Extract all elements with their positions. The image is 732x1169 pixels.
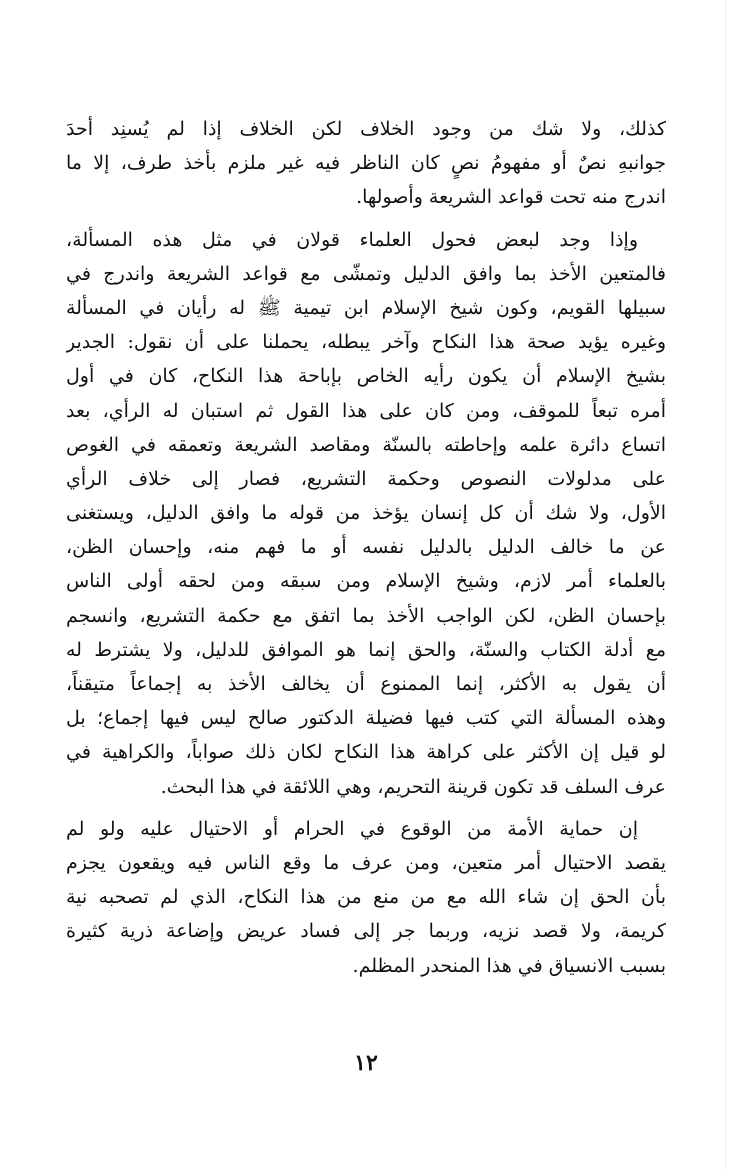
paragraph [66,112,666,215]
page-number: ١٢ [354,1050,378,1076]
paragraph [66,812,666,983]
text-line: أن يقول به الأكثر، إنما الممنوع أن يخالف الأخذ به إجماعاً متيقناً، [66,673,666,695]
text-line: جوانبهِ نصٌ أو مفهومُ نصٍ كان الناظر فيه غير ملزم بأخذ طرف، إلا ما [66,152,666,175]
page-edge-line [725,0,726,1169]
text-line: اتساع دائرة علمه وإحاطته بالسنّة ومقاصد الشريعة وتعمقه في الغوص [66,433,666,456]
text-line: بأن الحق إن شاء الله مع من منع من هذا النكاح، الذي لم تصحبه نية [66,886,666,909]
text-line: كذلك، ولا شك من وجود الخلاف لكن الخلاف إذا لم يُسنِد أحدَ [66,118,666,140]
text-line: وهذه المسألة التي كتب فيها فضيلة الدكتور صالح ليس فيها إجماع؛ بل [66,707,666,730]
text-line: على مدلولات النصوص وحكمة التشريع، فصار إلى خلاف الرأي [66,467,666,490]
text-line: الأول، ولا شك أن كل إنسان يؤخذ من قوله ما وافق الدليل، ويستغنى [66,502,666,525]
text-line: لو قيل إن الأكثر على كراهة هذا النكاح لكان ذلك صواباً، والكراهية في [66,741,666,764]
text-line: إن حماية الأمة من الوقوع في الحرام أو الاحتيال عليه ولو لم [66,817,638,840]
text-line: سبيلها القويم، وكون شيخ الإسلام ابن تيمية ﷺ له رأيان في المسألة [66,296,666,319]
text-line: اندرج منه تحت قواعد الشريعة وأصولها. [356,186,666,209]
text-line: وغيره يؤيد صحة هذا النكاح وآخر يبطله، يحملنا على أن نقول: الجدير [66,331,666,354]
text-line: فالمتعين الأخذ بما وافق الدليل وتمشّى مع قواعد الشريعة واندرج في [66,262,666,285]
text-line: بإحسان الظن، لكن الواجب الأخذ بما اتفق مع حكمة التشريع، وانسجم [66,604,666,627]
text-line: كريمة، ولا قصد نزيه، وربما جر إلى فساد عريض وإضاعة ذرية كثيرة [66,920,666,943]
text-line: بسبب الانسياق في هذا المنحدر المظلم. [352,954,666,977]
text-line: بالعلماء أمر لازم، وشيخ الإسلام ومن سبقه ومن لحقه أولى الناس [66,570,666,593]
paragraph [66,223,666,804]
text-line: وإذا وجد لبعض فحول العلماء قولان في مثل هذه المسألة، [66,228,638,251]
text-line: بشيخ الإسلام أن يكون رأيه الخاص بإباحة هذا النكاح، كان في أول [66,365,666,388]
text-line: يقصد الاحتيال أمر متعين، ومن عرف ما وقع الناس فيه ويقعون يجزم [66,851,666,874]
text-line: عن ما خالف الدليل بالدليل نفسه أو ما فهم منه، وإحسان الظن، [66,536,666,559]
text-line: مع أدلة الكتاب والسنّة، والحق إنما هو الموافق للدليل، ولا يشترط له [66,638,666,661]
text-line: عرف السلف قد تكون قرينة التحريم، وهي اللائقة في هذا البحث. [160,775,666,798]
body-text [66,112,666,983]
text-line: أمره تبعاً للموقف، ومن كان على هذا القول ثم استبان له الرأي، بعد [66,399,666,422]
